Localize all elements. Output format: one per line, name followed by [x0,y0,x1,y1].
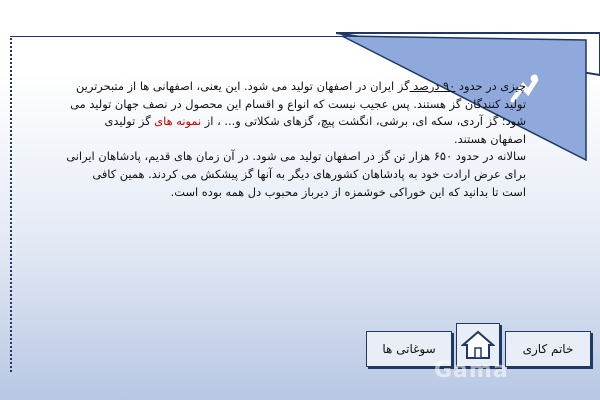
p1-text-1: چیزی در حدود [455,79,526,93]
dotted-left-border [10,38,12,372]
article-text [66,78,526,201]
home-icon [461,330,495,360]
p1-text-2: گز ایران در اصفهان تولید می شود. این یعنی، اصفهانی ها از متبحرترین تولید کنندگان گز هستند. پس عجیب نیست که انواع و اقسام این محصول در نصف جهان تولید می شود؛ گز آردی، سکه ای، برشی، انگشت پیچ، گزهای شکلاتی و... ، از [70,79,526,129]
paragraph-2: سالانه در حدود ۶۵۰ هزار تن گز در اصفهان تولید می شود. در آن زمان های قدیم، پادشاهان ایرانی برای عرض ارادت خود به پادشاهان کشورهای دیگر به آنها گز پیشکش می کردند. همین کافی است تا بدانید که این خوراکی خوشمزه از دیرباز محبوب دل همه بوده است. [66,149,526,199]
inlay-button-label: خاتم کاری [522,342,574,356]
souvenir-button-label: سوغاتی ها [382,342,436,356]
paragraph-1 [66,78,526,148]
p1-highlight: ۹۰ درصد [409,79,456,93]
inlay-button[interactable] [505,331,591,367]
p1-text-3: گز تولیدی اصفهان هستند. [104,114,526,146]
watermark: Gama [434,358,509,383]
p1-red-link[interactable]: نمونه های [154,114,202,129]
